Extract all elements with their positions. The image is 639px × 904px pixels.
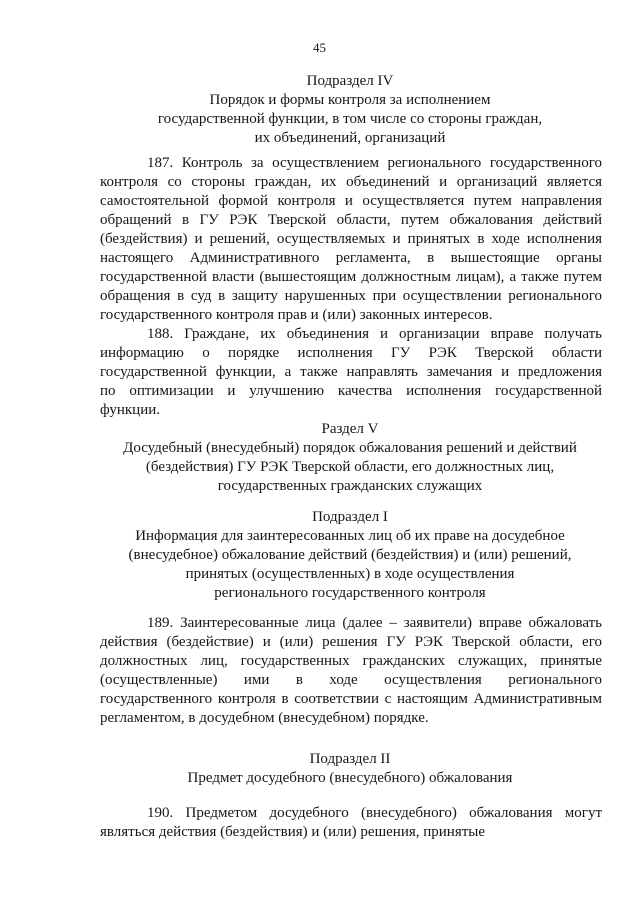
paragraph-line: 189. Заинтересованные лица (далее – заявители) вправе обжаловать <box>147 615 602 631</box>
paragraph-line: являться действия (бездействия) и (или) решения, принятые <box>100 824 486 840</box>
heading-line: их объединений, организаций <box>254 130 446 146</box>
paragraph-line: государственной функции, а также направлять замечания и предложения <box>100 364 602 380</box>
paragraph-line: регламентом, в досудебном (внесудебном) порядке. <box>100 710 429 726</box>
page-number: 45 <box>313 40 326 55</box>
heading-line: Предмет досудебного (внесудебного) обжалования <box>187 770 513 786</box>
paragraph-line: должностных лиц, государственных гражданских служащих, принятые <box>100 653 602 669</box>
paragraph-line: (бездействия) и решений, осуществляемых и принятых в ходе исполнения <box>100 231 602 247</box>
section-heading <box>100 750 600 788</box>
paragraph-line: 190. Предметом досудебного (внесудебного) обжалования могут <box>147 805 602 821</box>
paragraph-line: государственного контроля в соответствии с настоящим Административным <box>100 691 602 707</box>
heading-line: Информация для заинтересованных лиц об их праве на досудебное <box>135 528 565 544</box>
paragraph-line: по оптимизации и улучшению качества исполнения государственной <box>100 383 602 399</box>
section-heading <box>100 72 600 148</box>
heading-line: принятых (осуществленных) в ходе осуществления <box>185 566 515 582</box>
paragraph-line: действия (бездействие) и (или) решения ГУ РЭК Тверской области, его <box>100 634 602 650</box>
heading-line: (бездействия) ГУ РЭК Тверской области, его должностных лиц, <box>145 459 555 475</box>
heading-line: Порядок и формы контроля за исполнением <box>209 92 491 108</box>
paragraph-line: информацию о порядке исполнения ГУ РЭК Тверской области <box>100 345 602 361</box>
heading-line: государственных гражданских служащих <box>217 478 483 494</box>
heading-line: государственной функции, в том числе со стороны граждан, <box>157 111 543 127</box>
paragraph-line: (осуществленные) ими в ходе осуществления регионального <box>100 672 602 688</box>
heading-line: Подраздел I <box>312 509 388 525</box>
heading-line: Подраздел II <box>309 751 391 767</box>
paragraph-line: государственной власти (вышестоящим должностным лицам), а также путем <box>100 269 602 285</box>
paragraph <box>100 154 602 325</box>
heading-line: регионального государственного контроля <box>214 585 486 601</box>
paragraph-line: самостоятельной формой контроля и осуществляется путем направления <box>100 193 602 209</box>
heading-line: (внесудебное) обжалование действий (бездействия) и (или) решений, <box>128 547 572 563</box>
paragraph <box>100 804 602 842</box>
paragraph <box>100 325 602 420</box>
heading-line: Раздел V <box>321 421 379 437</box>
paragraph-line: государственного контроля прав и (или) законных интересов. <box>100 307 493 323</box>
paragraph-line: 187. Контроль за осуществлением регионального государственного <box>147 155 602 171</box>
paragraph-line: обращения в суд в защиту нарушенных при осуществлении регионального <box>100 288 602 304</box>
paragraph-line: 188. Граждане, их объединения и организации вправе получать <box>147 326 602 342</box>
paragraph-line: функции. <box>100 402 160 418</box>
section-heading <box>100 420 600 496</box>
heading-line: Досудебный (внесудебный) порядок обжалования решений и действий <box>123 440 577 456</box>
paragraph-line: контроля со стороны граждан, их объединений и организаций является <box>100 174 602 190</box>
paragraph-line: настоящего Административного регламента, в вышестоящие органы <box>100 250 602 266</box>
section-heading <box>100 508 600 603</box>
heading-line: Подраздел IV <box>306 73 394 89</box>
paragraph-line: обращений в ГУ РЭК Тверской области, путем обжалования действий <box>100 212 602 228</box>
paragraph <box>100 614 602 728</box>
